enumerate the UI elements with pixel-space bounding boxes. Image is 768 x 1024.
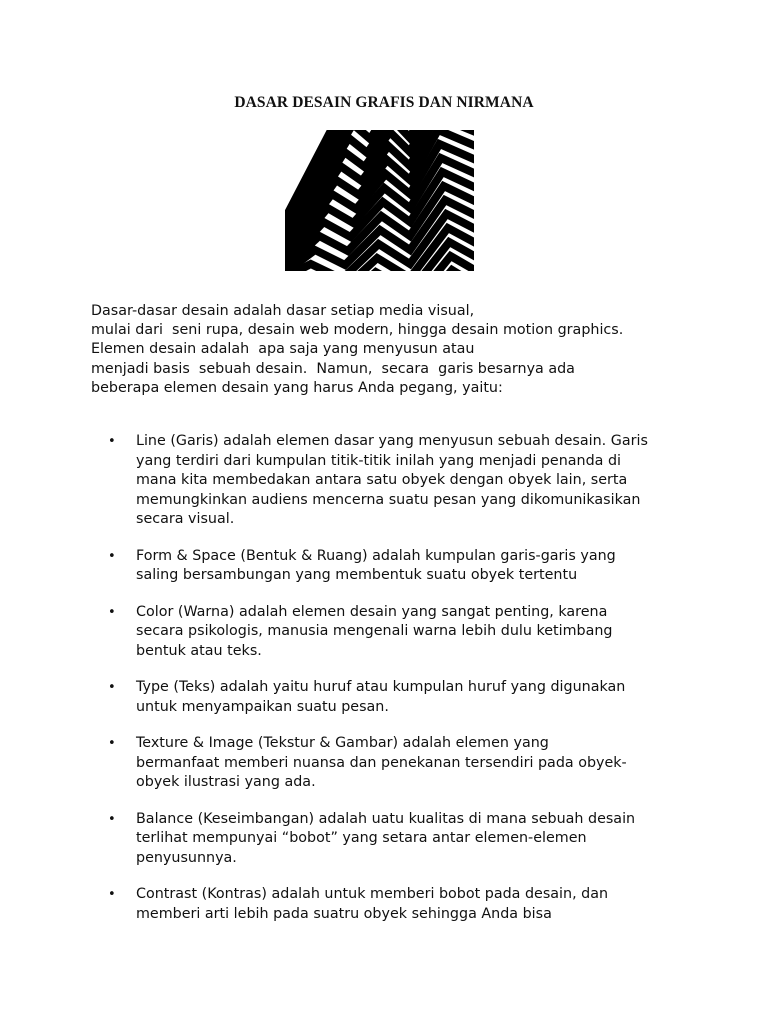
list-item-text: Contrast (Kontras) adalah untuk memberi bobot pada desain, dan memberi arti lebih pada suatru obyek sehingga Anda bisa xyxy=(136,886,609,922)
bullet-dot-icon: • xyxy=(108,811,116,827)
list-item-text: Type (Teks) adalah yaitu huruf atau kumpulan huruf yang digunakan untuk menyampaikan suatu pesan. xyxy=(136,679,626,715)
list-item-text: Balance (Keseimbangan) adalah uatu kualitas di mana sebuah desain terlihat mempunyai “bobot” yang setara antar elemen-elemen penyusunnya. xyxy=(136,810,636,866)
list-item-text: Color (Warna) adalah elemen desain yang sangat penting, karena secara psikologis, manusia mengenali warna lebih dulu ketimbang bentuk atau teks. xyxy=(136,603,613,659)
intro-line: menjadi basis sebuah desain. Namun, secara garis besarnya ada xyxy=(91,360,575,377)
zigzag-stripes-image xyxy=(285,130,474,271)
list-item-text: Texture & Image (Tekstur & Gambar) adalah elemen yang bermanfaat memberi nuansa dan penekanan tersendiri pada obyek- obyek ilustrasi yang ada. xyxy=(136,735,627,790)
bullet-dot-icon: • xyxy=(108,736,116,751)
list-item xyxy=(108,432,708,530)
bullet-dot-icon: • xyxy=(108,604,116,620)
list-item xyxy=(108,810,708,869)
list-item-text: Line (Garis) adalah elemen dasar yang menyusun sebuah desain. Garis yang terdiri dari kumpulan titik-titik inilah yang menjadi penanda di mana kita membedakan antara satu obyek dengan obyek lain, serta memungkinkan audiens mencerna suatu pesan yang dikomunikasikan secara visual. xyxy=(136,433,648,527)
list-item-text: Form & Space (Bentuk & Ruang) adalah kumpulan garis-garis yang saling bersambungan yang membentuk suatu obyek tertentu xyxy=(136,547,616,583)
intro-line: Dasar-dasar desain adalah dasar setiap media visual, xyxy=(91,303,475,319)
bullet-list xyxy=(108,432,708,941)
list-item xyxy=(108,734,708,793)
list-item xyxy=(108,678,708,717)
bullet-dot-icon: • xyxy=(108,887,116,902)
intro-line: mulai dari seni rupa, desain web modern, hingga desain motion graphics. xyxy=(91,322,624,339)
intro-line: beberapa elemen desain yang harus Anda pegang, yaitu: xyxy=(91,379,503,396)
list-item xyxy=(108,603,708,662)
bullet-dot-icon: • xyxy=(108,680,116,695)
list-item xyxy=(108,547,708,586)
page-title: DASAR DESAIN GRAFIS DAN NIRMANA xyxy=(234,94,534,111)
bullet-dot-icon: • xyxy=(108,548,116,564)
intro-line: Elemen desain adalah apa saja yang menyusun atau xyxy=(91,341,475,358)
bullet-dot-icon: • xyxy=(108,434,116,449)
list-item xyxy=(108,885,708,924)
zigzag-stripes-graphic xyxy=(285,130,474,271)
intro-paragraph xyxy=(91,302,711,398)
